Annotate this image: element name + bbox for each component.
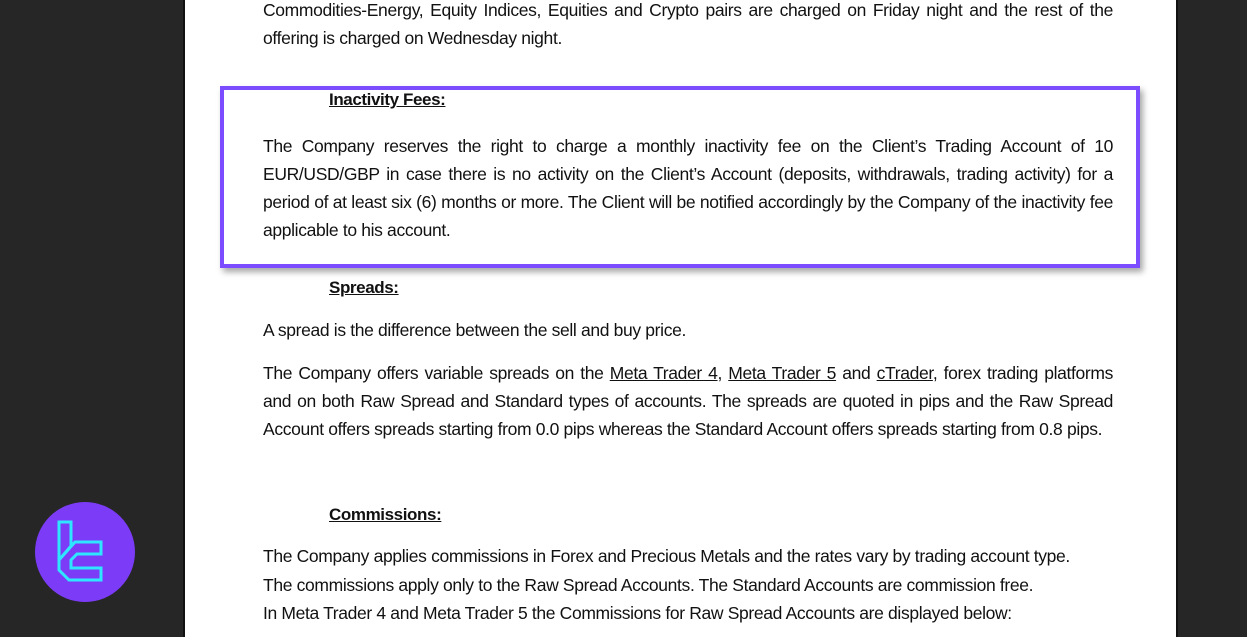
spreads-heading: Spreads: (329, 278, 399, 297)
ctrader-link[interactable]: cTrader (876, 363, 933, 383)
commissions-line-1: The Company applies commissions in Forex and Precious Metals and the rates vary by trading account type. (263, 546, 1070, 566)
commissions-line-2: The commissions apply only to the Raw Spread Accounts. The Standard Accounts are commission free. (263, 575, 1034, 595)
spreads-text-end: , forex trading platforms and on both Raw Spread and Standard types of accounts. The spreads are quoted in pips and the Raw Spread Account offers spreads starting from 0.0 pips whereas the Standard Account offers spreads starting from 0.8 pips. (263, 363, 1114, 439)
separator: , (717, 363, 729, 383)
logo-mark-icon (55, 520, 115, 584)
inactivity-fees-heading: Inactivity Fees: (329, 90, 446, 109)
intro-paragraph: Commodities-Energy, Equity Indices, Equities and Crypto pairs are charged on Friday night and the rest of the offering is charged on Wednesday night. (263, 0, 1113, 48)
commissions-heading: Commissions: (329, 505, 442, 524)
spreads-text-start: The Company offers variable spreads on the (263, 363, 610, 383)
spreads-definition: A spread is the difference between the sell and buy price. (263, 320, 686, 340)
separator: and (836, 363, 877, 383)
meta-trader-5-link[interactable]: Meta Trader 5 (728, 363, 837, 383)
commissions-line-3: In Meta Trader 4 and Meta Trader 5 the Commissions for Raw Spread Accounts are displayed below: (263, 603, 1012, 623)
inactivity-fees-paragraph: The Company reserves the right to charge a monthly inactivity fee on the Client’s Trading Account of 10 EUR/USD/GBP in case there is no activity on the Client’s Account (deposits, withdrawals, trading activity) for a period of at least six (6) months or more. The Client will be notified accordingly by the Company of the inactivity fee applicable to his account. (263, 136, 1113, 240)
meta-trader-4-link[interactable]: Meta Trader 4 (609, 363, 718, 383)
spreads-paragraph (263, 359, 1113, 443)
brand-logo (35, 502, 135, 602)
